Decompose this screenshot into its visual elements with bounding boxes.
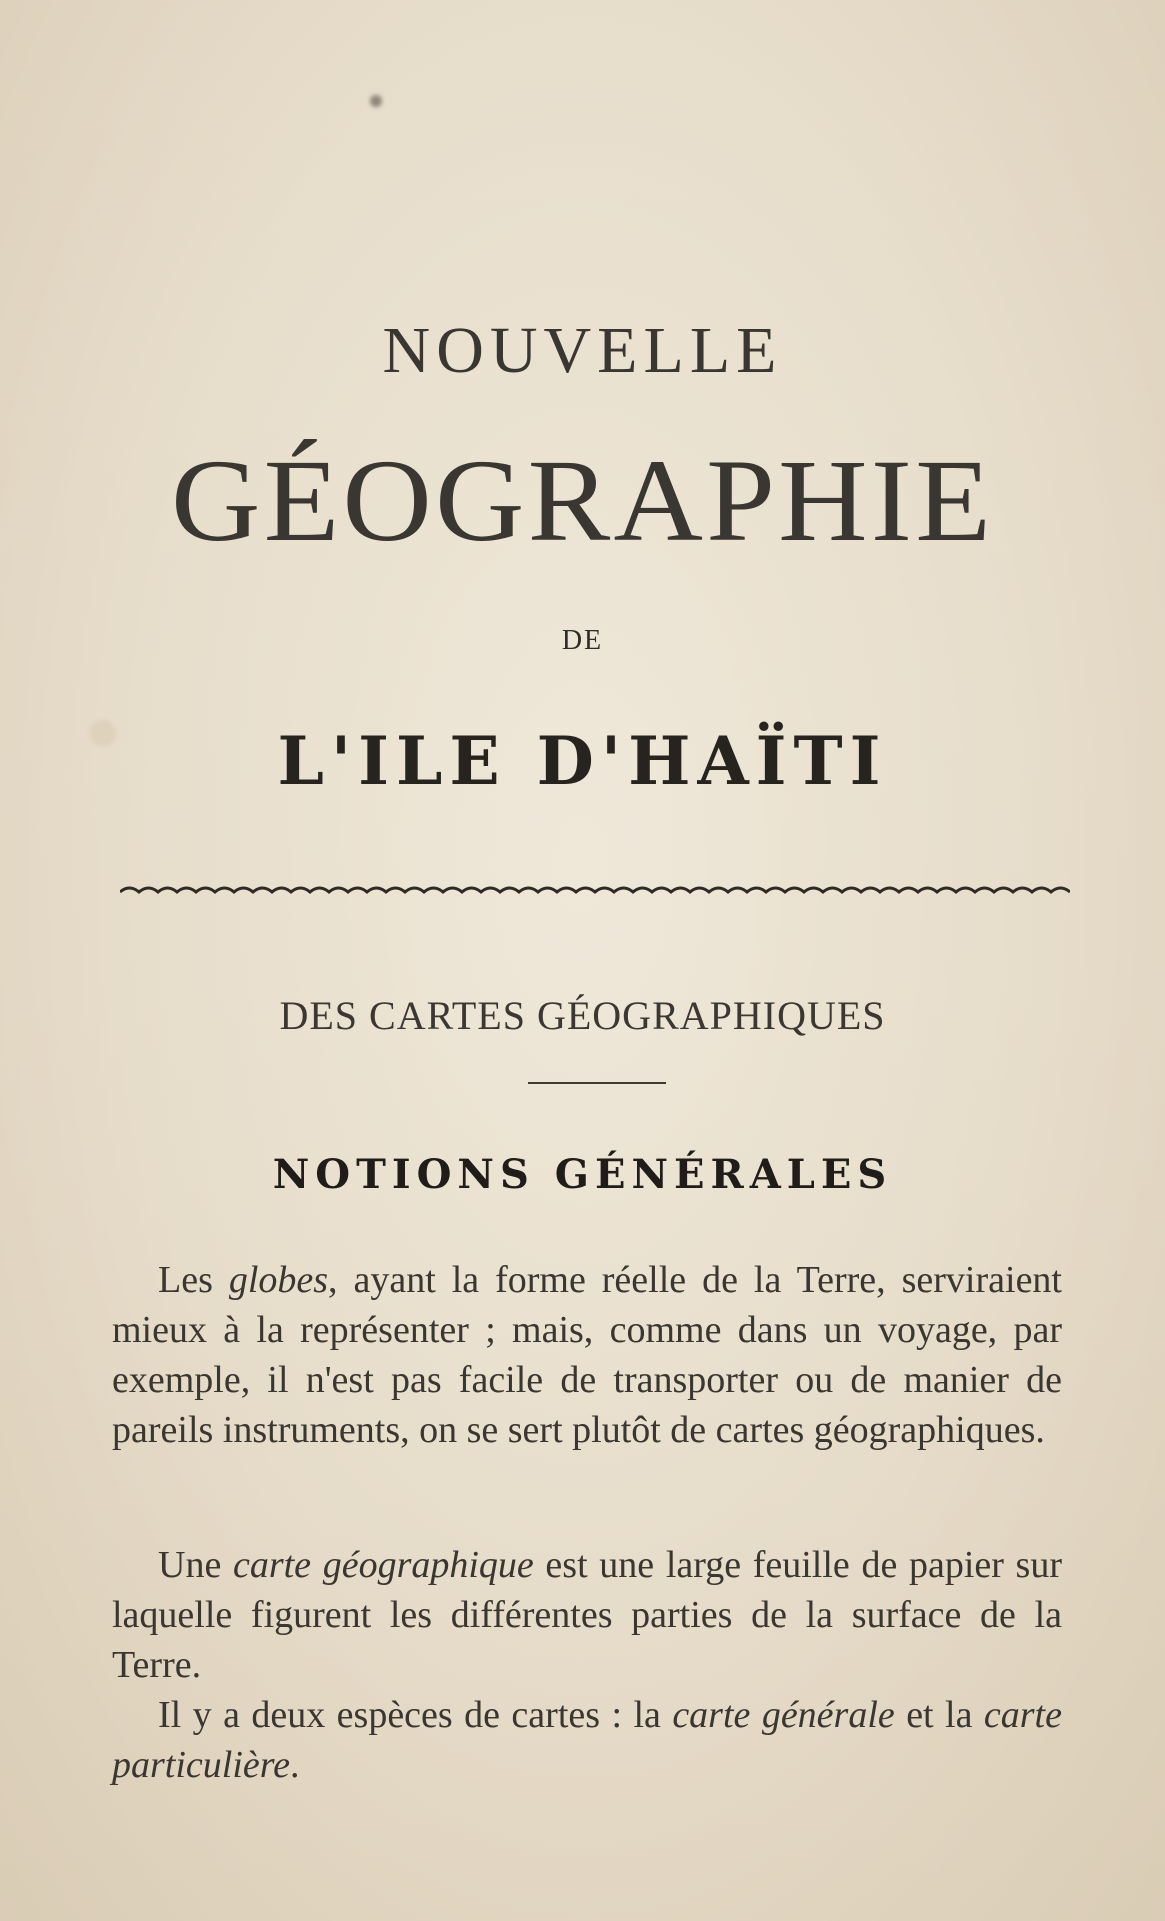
- italic-term: carte particulière: [112, 1694, 1062, 1786]
- section-title: DES CARTES GÉOGRAPHIQUES: [279, 993, 886, 1038]
- title-de: DE: [561, 625, 604, 656]
- paragraph-text: Les: [158, 1259, 229, 1301]
- italic-term: carte géographique: [232, 1544, 534, 1586]
- paragraph-text: et la: [894, 1694, 984, 1736]
- subsection-title: NOTIONS GÉNÉRALES: [272, 1151, 893, 1198]
- paragraph-text: Une: [158, 1544, 233, 1586]
- paper-stain: [370, 95, 382, 107]
- paragraph-carte: [112, 1540, 1062, 1690]
- wavy-divider: [120, 880, 1070, 904]
- paragraph-text: .: [290, 1744, 300, 1786]
- italic-term: carte générale: [672, 1694, 895, 1736]
- paragraph-text: est une large feuille de papier sur laquelle figurent les différentes parties de la surface de la Terre.: [112, 1544, 1062, 1686]
- paragraph-text: , ayant la forme réelle de la Terre, serviraient mieux à la représenter ; mais, comme dans un voyage, par exemple, il n'est pas facile de transporter ou de manier de pareils instruments, on se sert plutôt de cartes géographiques.: [112, 1259, 1062, 1451]
- paragraph-globes: [112, 1255, 1062, 1455]
- short-divider: [528, 1082, 666, 1084]
- italic-term: globes: [228, 1259, 329, 1301]
- paragraph-especes: [112, 1690, 1062, 1790]
- paragraph-text: Il y a deux espèces de cartes : la: [158, 1694, 673, 1736]
- title-ile-haiti: L'ILE D'HAÏTI: [277, 722, 888, 800]
- title-nouvelle: NOUVELLE: [382, 314, 783, 387]
- title-geographie: GÉOGRAPHIE: [170, 435, 995, 566]
